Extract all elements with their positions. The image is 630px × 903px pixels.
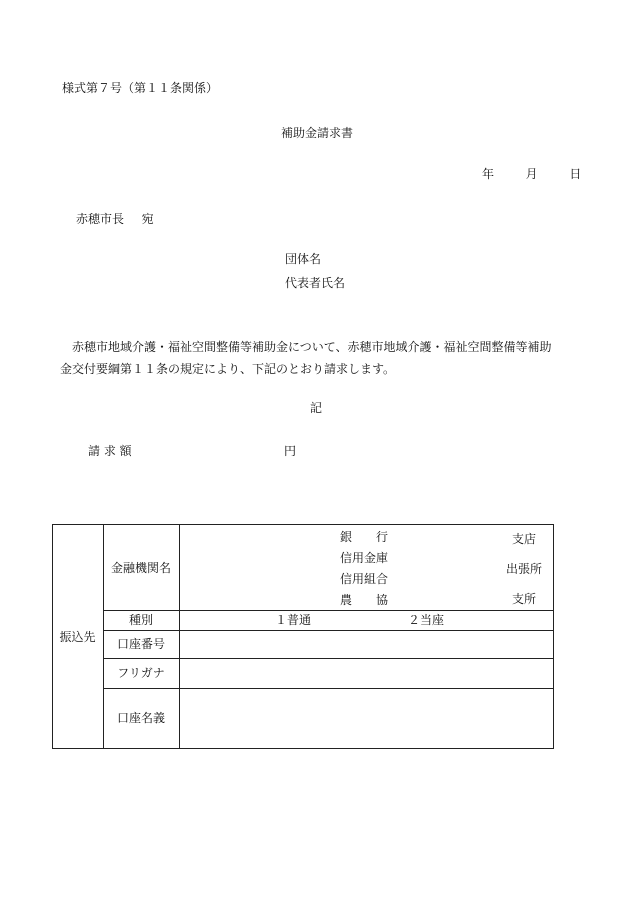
account-type-ordinary: １普通 xyxy=(275,613,312,627)
date-month: 月 xyxy=(525,167,538,181)
addressee-mayor: 赤穂市長 xyxy=(76,212,125,226)
branch-type-sub-office: 出張所 xyxy=(506,562,543,576)
transfer-destination-label: 振込先 xyxy=(59,630,96,644)
account-holder-label: 口座名義 xyxy=(116,711,165,725)
date-year: 年 xyxy=(482,167,495,181)
organization-name-label: 団体名 xyxy=(285,252,322,266)
account-type-current: ２当座 xyxy=(408,613,445,627)
body-line-1: 赤穂市地域介護・福祉空間整備等補助金について、赤穂市地域介護・福祉空間整備等補助 xyxy=(72,340,552,354)
bank-type-bank: 銀 行 xyxy=(340,530,389,544)
document-title: 補助金請求書 xyxy=(281,126,354,140)
form-number: 様式第７号（第１１条関係） xyxy=(62,81,219,95)
body-line-2: 金交付要綱第１１条の規定により、下記のとおり請求します。 xyxy=(60,362,396,376)
account-number-label: 口座番号 xyxy=(116,637,165,651)
branch-type-branch: 支店 xyxy=(512,532,537,546)
bank-type-agri-coop: 農 協 xyxy=(340,593,389,607)
bank-type-credit-union: 信用組合 xyxy=(340,572,389,586)
branch-type-small-branch: 支所 xyxy=(512,592,537,606)
furigana-label: フリガナ xyxy=(117,666,165,680)
amount-unit: 円 xyxy=(284,444,297,458)
representative-name-label: 代表者氏名 xyxy=(285,276,346,290)
date-day: 日 xyxy=(569,167,582,181)
note-label: 記 xyxy=(310,401,323,415)
addressee-honorific: 宛 xyxy=(141,212,154,226)
amount-label: 請 求 額 xyxy=(88,444,132,458)
account-type-label: 種別 xyxy=(128,613,153,627)
bank-name-label: 金融機関名 xyxy=(110,561,171,575)
bank-type-shinkin: 信用金庫 xyxy=(340,551,389,565)
